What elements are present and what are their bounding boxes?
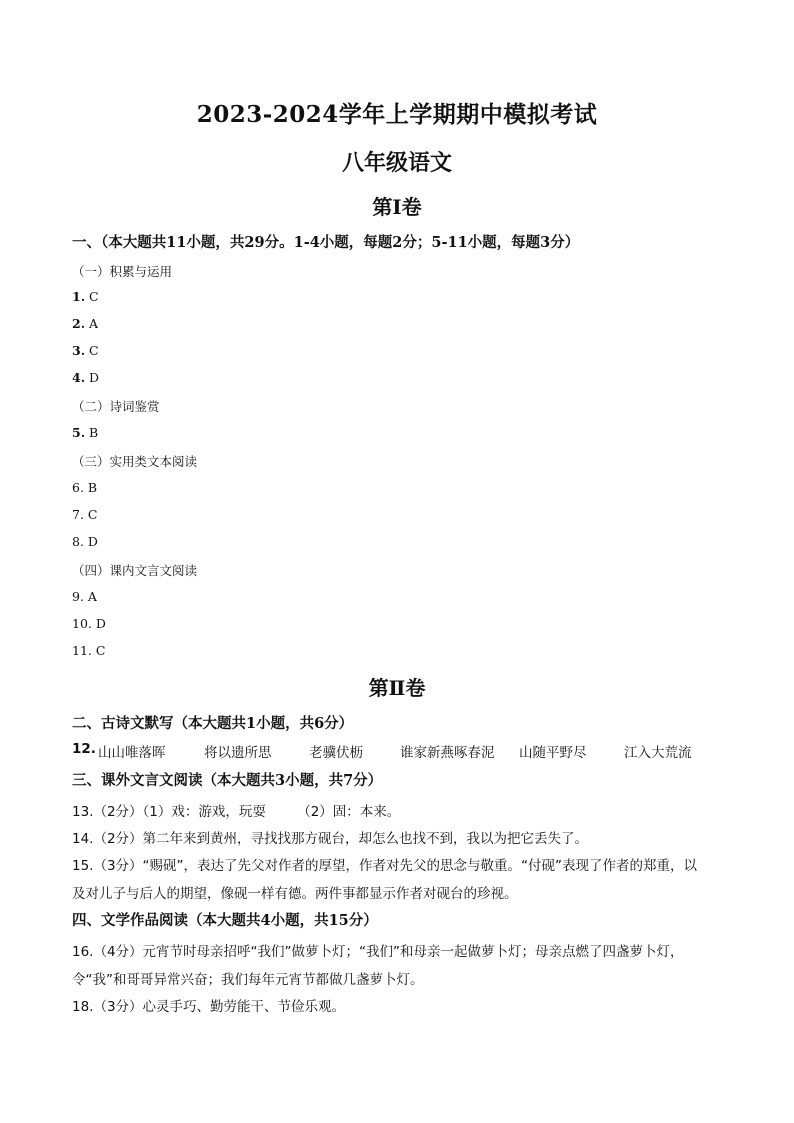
subsection-4-heading: （四）课内文言文阅读 [72, 563, 198, 578]
answer-10 [72, 616, 106, 631]
volume-1-title: 第Ⅰ卷 [372, 195, 422, 219]
answer-11 [72, 643, 105, 658]
q12-item-5: 山随平野尽 [519, 745, 587, 761]
answer-16-line-2: 令“我”和哥哥异常兴奋；我们每年元宵节都做几盏萝卜灯。 [72, 972, 424, 988]
answer-value: D [95, 616, 106, 631]
answer-value: D [89, 370, 100, 385]
part1-heading: 一、（本大题共11小题，共29分。1-4小题，每题2分；5-11小题，每题3分） [72, 234, 580, 251]
answer-4 [72, 370, 99, 385]
answer-number: 2. [72, 316, 86, 331]
answer-value: A [89, 316, 99, 331]
answer-number: 8. [72, 534, 84, 549]
answer-number: 9. [72, 589, 84, 604]
answer-number: 1. [72, 289, 86, 304]
answer-5 [72, 425, 98, 440]
answer-number: 7. [72, 507, 84, 522]
answer-number: 12. [72, 741, 96, 757]
answer-1 [72, 289, 99, 304]
subject-title: 八年级语文 [341, 150, 452, 176]
answer-15-line-2: 及对儿子与后人的期望，像砚一样有德。两件事都显示作者对砚台的珍视。 [72, 886, 518, 902]
volume-2-title: 第Ⅱ卷 [368, 676, 426, 700]
part2-heading: 二、古诗文默写（本大题共1小题，共6分） [72, 715, 354, 732]
answer-16-line-1: 16.（4分）元宵节时母亲招呼“我们”做萝卜灯；“我们”和母亲一起做萝卜灯；母亲点燃了四盏萝卜灯， [72, 944, 684, 960]
answer-value: C [95, 643, 106, 658]
answer-2 [72, 316, 98, 331]
answer-18: 18.（3分）心灵手巧、勤劳能干、节俭乐观。 [72, 999, 346, 1015]
answer-value: B [89, 425, 99, 440]
part4-heading: 四、文学作品阅读（本大题共4小题，共15分） [72, 912, 378, 929]
q12-item-3: 老骥伏枥 [309, 745, 363, 761]
answer-number: 10. [72, 616, 92, 631]
q12-item-4: 谁家新燕啄春泥 [400, 745, 495, 761]
part3-heading: 三、课外文言文阅读（本大题共3小题，共7分） [72, 772, 383, 789]
q12-item-1: 山山唯落晖 [98, 745, 166, 761]
answer-value: C [89, 343, 99, 358]
answer-9 [72, 589, 97, 604]
answer-value: C [87, 507, 98, 522]
answer-6 [72, 480, 97, 495]
subsection-1-heading: （一）积累与运用 [72, 264, 173, 279]
q12-item-2: 将以遗所思 [204, 745, 272, 761]
subsection-2-heading: （二）诗词鉴赏 [72, 399, 160, 414]
exam-title: 2023-2024学年上学期期中模拟考试 [196, 101, 598, 128]
answer-number: 11. [72, 643, 92, 658]
answer-value: A [87, 589, 97, 604]
subsection-3-heading: （三）实用类文本阅读 [72, 454, 198, 469]
answer-number: 3. [72, 343, 86, 358]
answer-8 [72, 534, 98, 549]
answer-14: 14.（2分）第二年来到黄州，寻找找那方砚台，却怎么也找不到，我以为把它丢失了。 [72, 831, 589, 847]
answer-value: D [87, 534, 98, 549]
answer-number: 6. [72, 480, 84, 495]
answer-number: 5. [72, 425, 86, 440]
answer-3 [72, 343, 99, 358]
answer-7 [72, 507, 98, 522]
answer-number: 4. [72, 370, 86, 385]
answer-value: C [89, 289, 99, 304]
answer-13: 13.（2分）（1）戏：游戏，玩耍 （2）固：本来。 [72, 804, 401, 820]
answer-15-line-1: 15.（3分）“赐砚”，表达了先父对作者的厚望，作者对先父的思念与敬重。“付砚”表现了作者的郑重，以 [72, 858, 698, 874]
answer-value: B [87, 480, 98, 495]
q12-item-6: 江入大荒流 [624, 745, 692, 761]
